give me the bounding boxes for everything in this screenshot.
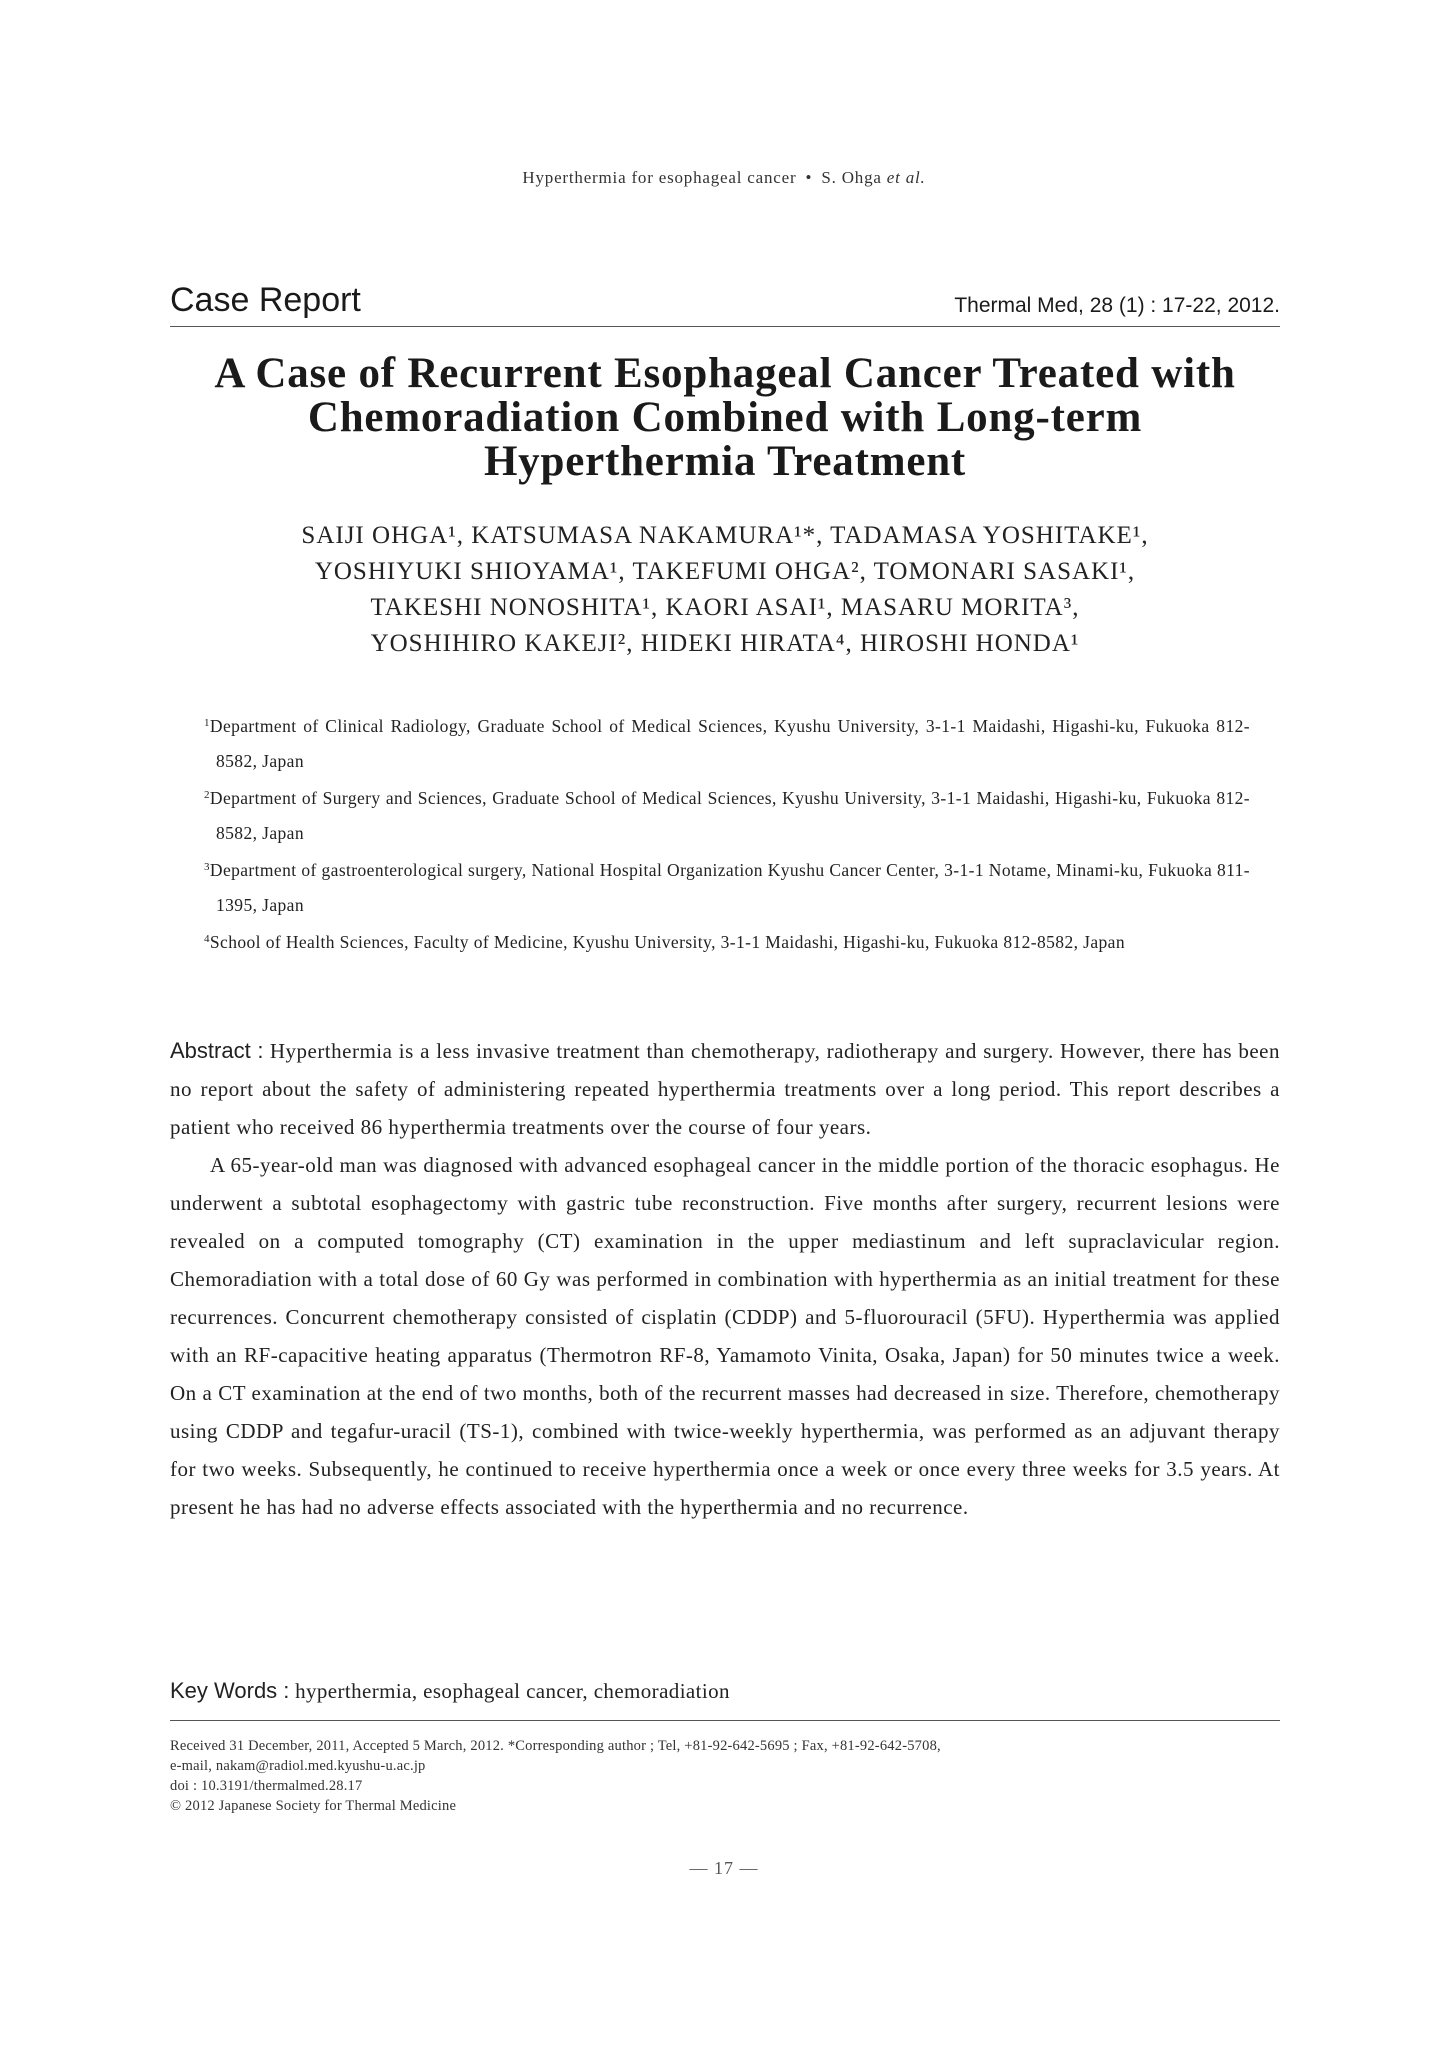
running-head-etal: et al. bbox=[886, 168, 926, 187]
affiliation-number: 2 bbox=[204, 789, 210, 801]
affiliation-number: 3 bbox=[204, 861, 210, 873]
title-line: Hyperthermia Treatment bbox=[483, 438, 967, 485]
keywords-text: hyperthermia, esophageal cancer, chemoradiation bbox=[295, 1679, 730, 1703]
footnote-line: © 2012 Japanese Society for Thermal Medicine bbox=[170, 1798, 457, 1814]
header-divider bbox=[170, 326, 1280, 327]
running-head-author: S. Ohga bbox=[821, 168, 882, 187]
footnote-line: e-mail, nakam@radiol.med.kyushu-u.ac.jp bbox=[170, 1758, 426, 1774]
affiliation-text: Department of Clinical Radiology, Graduate School of Medical Sciences, Kyushu University, 3-1-1 Maidashi, Higashi-ku, Fukuoka 812-8582, Japan bbox=[209, 716, 1250, 771]
affiliation-list bbox=[204, 706, 1250, 960]
footnote-line: Received 31 December, 2011, Accepted 5 March, 2012. *Corresponding author ; Tel, +81-92-642-5695 ; Fax, +81-92-642-5708, bbox=[170, 1738, 941, 1754]
affiliation-text: Department of Surgery and Sciences, Graduate School of Medical Sciences, Kyushu University, 3-1-1 Maidashi, Higashi-ku, Fukuoka 812-8582, Japan bbox=[209, 788, 1250, 843]
abstract-paragraph bbox=[170, 1032, 1280, 1146]
running-head bbox=[0, 168, 1448, 188]
affiliation-item bbox=[204, 850, 1250, 922]
affiliation-text: Department of gastroenterological surgery, National Hospital Organization Kyushu Cancer Center, 3-1-1 Notame, Minami-ku, Fukuoka 811-1395, Japan bbox=[209, 860, 1250, 915]
journal-citation: Thermal Med, 28 (1) : 17-22, 2012. bbox=[954, 294, 1280, 317]
keywords-label: Key Words : bbox=[170, 1678, 290, 1703]
affiliation-text: School of Health Sciences, Faculty of Medicine, Kyushu University, 3-1-1 Maidashi, Higashi-ku, Fukuoka 812-8582, Japan bbox=[209, 932, 1125, 952]
abstract-label: Abstract : bbox=[170, 1038, 264, 1063]
author-line: TAKESHI NONOSHITA¹, KAORI ASAI¹, MASARU MORITA³, bbox=[370, 594, 1080, 621]
article-title bbox=[170, 352, 1280, 484]
title-line: Chemoradiation Combined with Long-term bbox=[307, 394, 1143, 441]
affiliation-item bbox=[204, 706, 1250, 778]
affiliation-item bbox=[204, 922, 1250, 960]
author-line: YOSHIHIRO KAKEJI², HIDEKI HIRATA⁴, HIROSHI HONDA¹ bbox=[370, 630, 1080, 657]
abstract bbox=[170, 1032, 1280, 1526]
author-line: YOSHIYUKI SHIOYAMA¹, TAKEFUMI OHGA², TOMONARI SASAKI¹, bbox=[314, 558, 1136, 585]
author-line: SAIJI OHGA¹, KATSUMASA NAKAMURA¹*, TADAMASA YOSHITAKE¹, bbox=[301, 522, 1149, 549]
section-label: Case Report bbox=[170, 281, 361, 319]
title-line: A Case of Recurrent Esophageal Cancer Treated with bbox=[214, 350, 1236, 397]
keywords bbox=[170, 1676, 1280, 1706]
affiliation-number: 1 bbox=[204, 717, 210, 729]
article-header bbox=[170, 282, 1280, 324]
affiliation-number: 4 bbox=[204, 933, 210, 945]
footnote bbox=[170, 1736, 1280, 1816]
abstract-text: Hyperthermia is a less invasive treatment than chemotherapy, radiotherapy and surgery. However, there has been no report about the safety of administering repeated hyperthermia treatments over a long period. This report describes a patient who received 86 hyperthermia treatments over the course of four years. bbox=[170, 1039, 1280, 1139]
affiliation-item bbox=[204, 778, 1250, 850]
running-head-title: Hyperthermia for esophageal cancer bbox=[522, 168, 797, 187]
page-number: — 17 — bbox=[689, 1858, 759, 1878]
footnote-divider bbox=[170, 1720, 1280, 1721]
author-list bbox=[170, 518, 1280, 662]
running-head-separator: • bbox=[805, 168, 813, 187]
footnote-line: doi : 10.3191/thermalmed.28.17 bbox=[170, 1778, 363, 1794]
abstract-paragraph: A 65-year-old man was diagnosed with advanced esophageal cancer in the middle portion of the thoracic esophagus. He underwent a subtotal esophagectomy with gastric tube reconstruction. Five months after surgery, recurrent lesions were revealed on a computed tomography (CT) examination in the upper mediastinum and left supraclavicular region. Chemoradiation with a total dose of 60 Gy was performed in combination with hyperthermia as an initial treatment for these recurrences. Concurrent chemotherapy consisted of cisplatin (CDDP) and 5-fluorouracil (5FU). Hyperthermia was applied with an RF-capacitive heating apparatus (Thermotron RF-8, Yamamoto Vinita, Osaka, Japan) for 50 minutes twice a week. On a CT examination at the end of two months, both of the recurrent masses had decreased in size. Therefore, chemotherapy using CDDP and tegafur-uracil (TS-1), combined with twice-weekly hyperthermia, was performed as an adjuvant therapy for two weeks. Subsequently, he continued to receive hyperthermia once a week or once every three weeks for 3.5 years. At present he has had no adverse effects associated with the hyperthermia and no recurrence. bbox=[170, 1153, 1280, 1519]
